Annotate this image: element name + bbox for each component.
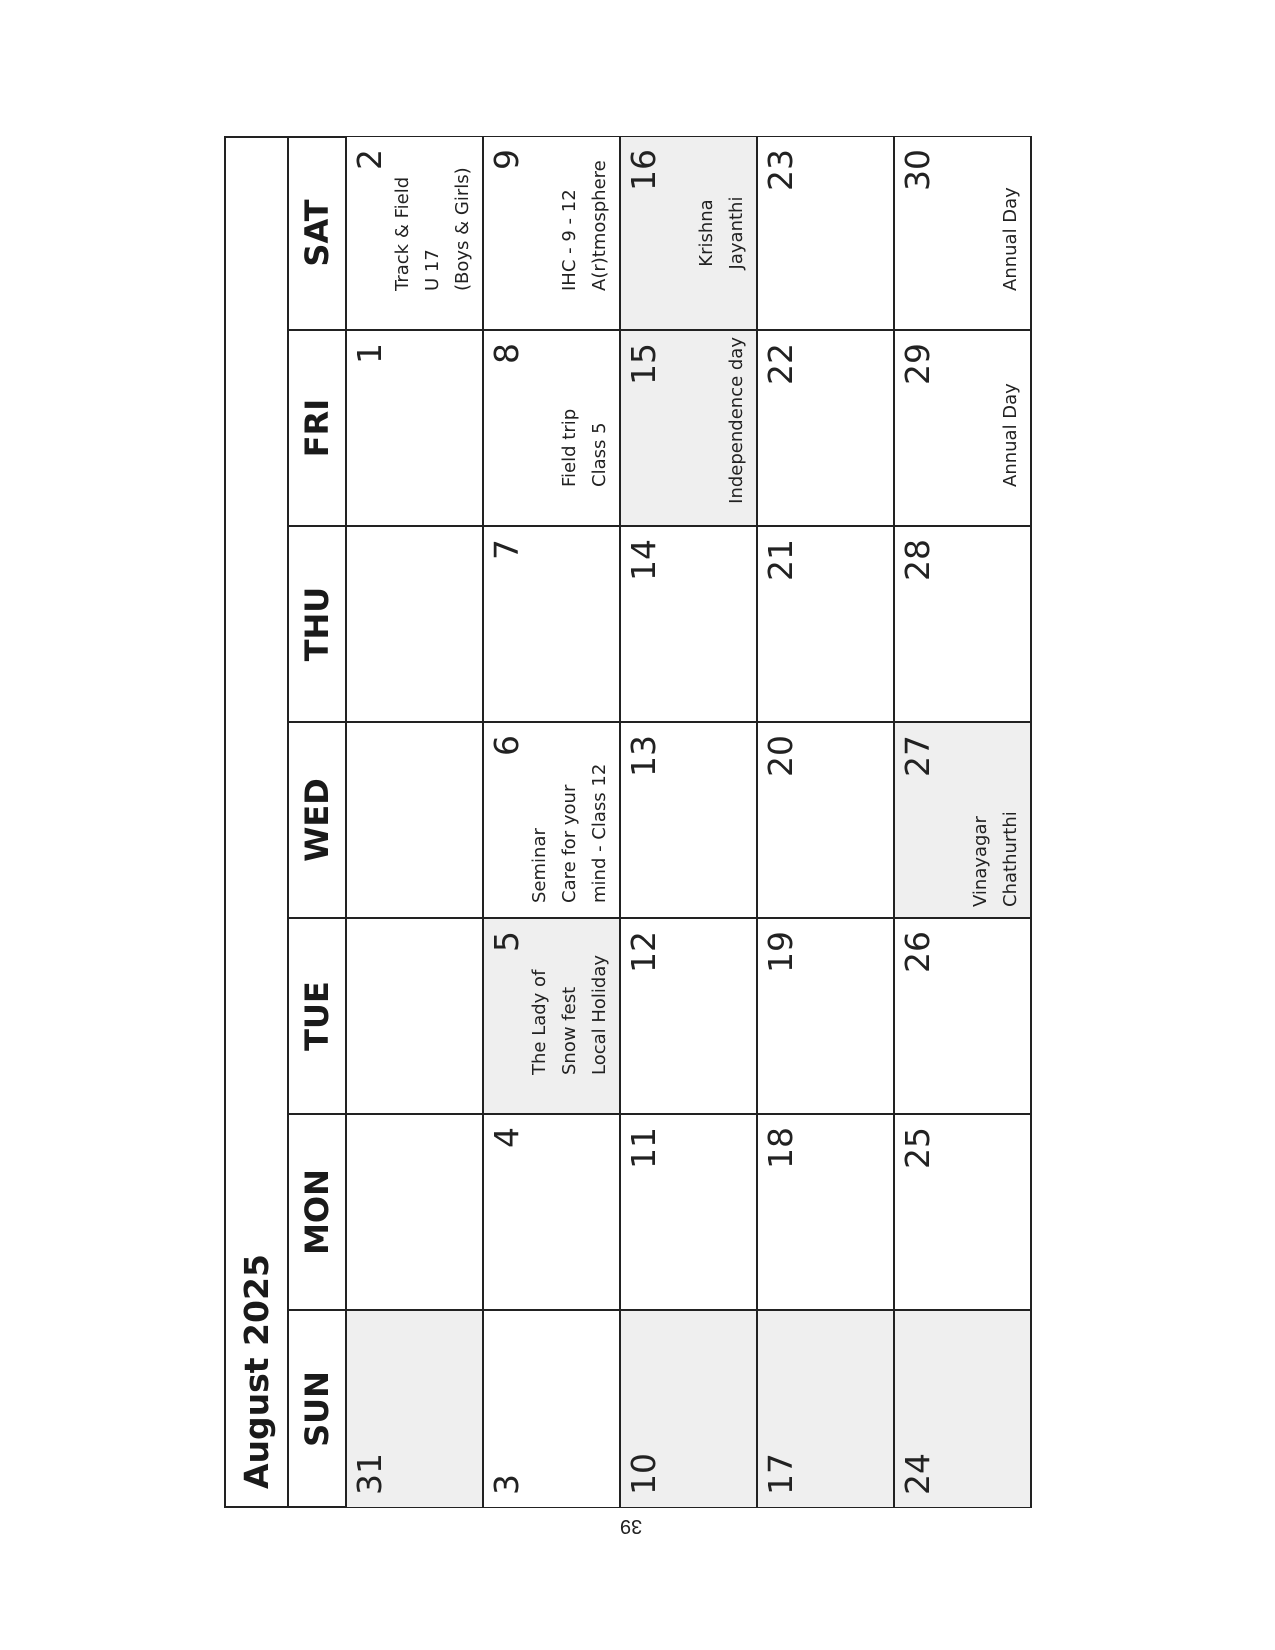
- date-number: 27: [898, 735, 937, 777]
- event-line: Independence day: [726, 337, 747, 504]
- day-cell: [758, 919, 895, 1115]
- date-number: 17: [761, 1453, 800, 1495]
- event-line: The Lady of: [529, 969, 550, 1075]
- event-line: Annual Day: [1000, 187, 1021, 291]
- date-number: 22: [761, 343, 800, 385]
- date-number: 24: [898, 1453, 937, 1495]
- day-cell: [621, 1311, 758, 1507]
- day-cell: [484, 331, 621, 527]
- event-line: Snow fest: [559, 986, 580, 1075]
- day-cell: [758, 331, 895, 527]
- day-cell: [484, 1115, 621, 1311]
- day-cell: [484, 723, 621, 919]
- day-cell: [621, 331, 758, 527]
- event-line: Care for your: [559, 784, 580, 903]
- event-line: Annual Day: [1000, 383, 1021, 487]
- calendar-title: August 2025: [225, 137, 289, 1507]
- event-line: IHC - 9 - 12: [559, 189, 580, 291]
- day-cell: [621, 1115, 758, 1311]
- event-line: Chathurthi: [1000, 811, 1021, 907]
- date-number: 1: [350, 343, 389, 364]
- event-line: (Boys & Girls): [452, 167, 473, 291]
- calendar: [225, 137, 1031, 1507]
- day-cell: [758, 1311, 895, 1507]
- event-line: Track & Field: [392, 176, 413, 291]
- date-number: 10: [624, 1453, 663, 1495]
- day-cell: [895, 919, 1032, 1115]
- date-number: 25: [898, 1127, 937, 1169]
- page-number: 39: [620, 1515, 643, 1537]
- day-header-mon: MON: [289, 1115, 347, 1311]
- date-number: 8: [487, 343, 526, 364]
- event-line: Local Holiday: [589, 954, 610, 1075]
- date-number: 4: [487, 1127, 526, 1148]
- date-number: 6: [487, 735, 526, 756]
- day-cell: [347, 331, 484, 527]
- day-cell: [758, 1115, 895, 1311]
- day-header-thu: THU: [289, 527, 347, 723]
- event-text: [996, 337, 1026, 487]
- day-cell: [895, 331, 1032, 527]
- date-number: 12: [624, 931, 663, 973]
- day-header-sun: SUN: [289, 1311, 347, 1507]
- day-cell: [621, 137, 758, 331]
- event-text: [555, 143, 615, 291]
- event-text: [692, 137, 752, 329]
- day-cell: [895, 137, 1032, 331]
- event-text: [722, 337, 752, 504]
- day-cell: [895, 1115, 1032, 1311]
- event-text: [388, 143, 478, 291]
- date-number: 23: [761, 149, 800, 191]
- event-text: [555, 337, 615, 487]
- day-cell: [621, 919, 758, 1115]
- event-line: Krishna: [696, 199, 717, 267]
- day-cell: [621, 723, 758, 919]
- day-cell-empty: [347, 723, 484, 919]
- day-cell: [758, 137, 895, 331]
- event-line: Jayanthi: [726, 196, 747, 270]
- day-cell: [895, 1311, 1032, 1507]
- event-text: [525, 729, 615, 903]
- date-number: 11: [624, 1127, 663, 1169]
- day-header-wed: WED: [289, 723, 347, 919]
- event-line: A(r)tmosphere: [589, 160, 610, 291]
- day-cell: [895, 527, 1032, 723]
- day-cell: [347, 137, 484, 331]
- event-text: [966, 729, 1026, 907]
- date-number: 20: [761, 735, 800, 777]
- day-cell-empty: [347, 919, 484, 1115]
- date-number: 18: [761, 1127, 800, 1169]
- date-number: 3: [487, 1474, 526, 1495]
- date-number: 21: [761, 539, 800, 581]
- date-number: 16: [624, 149, 663, 191]
- event-text: [525, 925, 615, 1075]
- event-line: U 17: [422, 249, 443, 291]
- date-number: 5: [487, 931, 526, 952]
- event-text: [996, 143, 1026, 291]
- date-number: 7: [487, 539, 526, 560]
- event-line: Seminar: [529, 828, 550, 903]
- day-header-sat: SAT: [289, 137, 347, 331]
- date-number: 19: [761, 931, 800, 973]
- date-number: 14: [624, 539, 663, 581]
- day-cell-empty: [347, 1115, 484, 1311]
- event-line: Vinayagar: [970, 816, 991, 907]
- day-cell: [484, 527, 621, 723]
- day-cell: [621, 527, 758, 723]
- day-cell: [758, 527, 895, 723]
- day-header-fri: FRI: [289, 331, 347, 527]
- day-cell: [484, 1311, 621, 1507]
- date-number: 28: [898, 539, 937, 581]
- date-number: 29: [898, 343, 937, 385]
- day-cell-empty: [347, 527, 484, 723]
- day-cell: [758, 723, 895, 919]
- date-number: 15: [624, 343, 663, 385]
- day-cell: [347, 1311, 484, 1507]
- date-number: 9: [487, 149, 526, 170]
- event-line: mind - Class 12: [589, 763, 610, 903]
- date-number: 30: [898, 149, 937, 191]
- date-number: 31: [350, 1453, 389, 1495]
- date-number: 26: [898, 931, 937, 973]
- date-number: 2: [350, 149, 389, 170]
- event-line: Field trip: [559, 408, 580, 487]
- day-header-tue: TUE: [289, 919, 347, 1115]
- event-line: Class 5: [589, 422, 610, 487]
- day-cell: [484, 919, 621, 1115]
- day-cell: [484, 137, 621, 331]
- day-cell: [895, 723, 1032, 919]
- date-number: 13: [624, 735, 663, 777]
